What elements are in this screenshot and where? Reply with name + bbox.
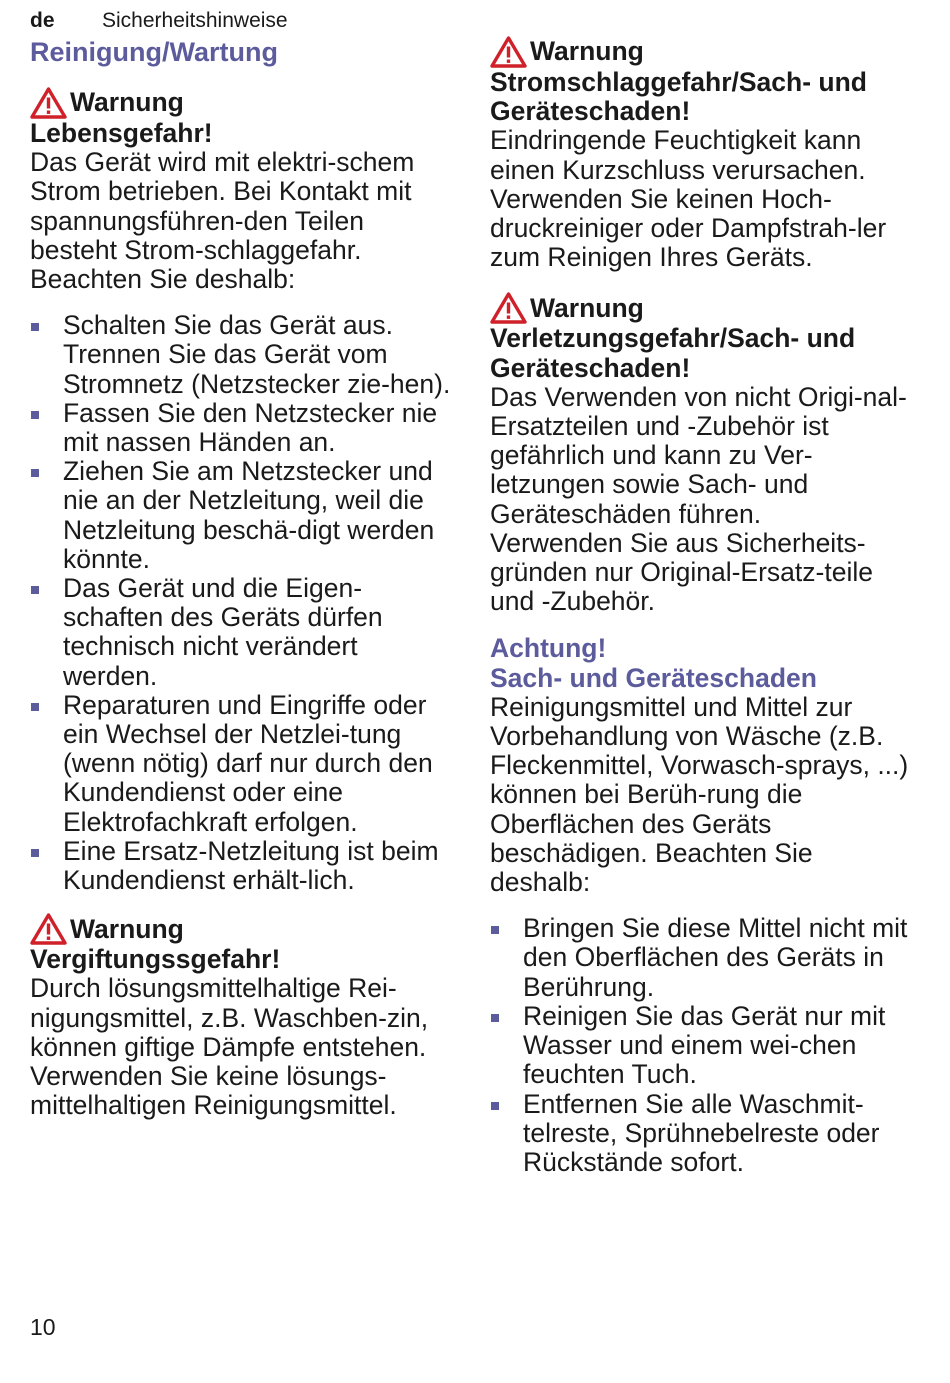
warning-label: Warnung xyxy=(70,87,184,118)
caution-title: Sach- und Geräteschaden xyxy=(490,662,817,693)
section-title: Reinigung/Wartung xyxy=(30,37,278,67)
warning-text: Eindringende Feuchtigkeit kann einen Kurzschluss verursachen. Verwenden Sie keinen Hoch-druckreiniger oder Dampfstrah-ler zum Reinigen Ihres Geräts. xyxy=(490,125,887,273)
caution-text: Reinigungsmittel und Mittel zur Vorbehandlung von Wäsche (z.B. Fleckenmittel, Vorwasch-sprays, ...) können bei Berüh-rung die Oberflächen des Geräts beschädigen. Beachten Sie deshalb: xyxy=(490,691,909,898)
page-number: 10 xyxy=(30,1314,56,1340)
warning-text: Durch lösungsmittelhaltige Rei-nigungsmittel, z.B. Waschben-zin, können giftige Dämpfe entstehen. xyxy=(30,973,429,1062)
warning-injury xyxy=(490,292,920,616)
warning-triangle-icon xyxy=(490,36,527,68)
bullet-list xyxy=(30,311,455,895)
right-column xyxy=(490,36,920,1177)
warning-text: Das Verwenden von nicht Origi-nal-Ersatzteilen und -Zubehör ist gefährlich und kann zu Ver-letzungen sowie Sach- und Geräteschäden führen. xyxy=(490,381,907,529)
warning-label: Warnung xyxy=(530,36,644,67)
warning-electric xyxy=(30,87,455,895)
list-item: Ziehen Sie am Netzstecker und nie an der Netzleitung, weil die Netzleitung beschä-digt werden könnte. xyxy=(30,457,455,574)
warning-poison xyxy=(30,913,455,1120)
left-column xyxy=(30,36,455,1121)
list-item: Das Gerät und die Eigen-schaften des Geräts dürfen technisch nicht verändert werden. xyxy=(30,574,455,691)
warning-heading xyxy=(30,87,455,119)
warning-heading xyxy=(490,36,920,68)
warning-text: Das Gerät wird mit elektri-schem Strom betrieben. Bei Kontakt mit spannungsführen-den Teilen besteht Strom-schlaggefahr. Beachten Sie deshalb: xyxy=(30,147,415,295)
warning-shock xyxy=(490,36,920,272)
warning-label: Warnung xyxy=(530,292,644,323)
warning-title: Lebensgefahr! xyxy=(30,118,213,148)
caution-label: Achtung! xyxy=(490,633,607,664)
warning-title: Verletzungsgefahr/Sach- und Geräteschaden! xyxy=(490,323,856,383)
list-item: Schalten Sie das Gerät aus. Trennen Sie das Gerät vom Stromnetz (Netzstecker zie-hen). xyxy=(30,311,455,399)
warning-label: Warnung xyxy=(70,913,184,944)
list-item: Fassen Sie den Netzstecker nie mit nassen Händen an. xyxy=(30,399,455,457)
warning-triangle-icon xyxy=(30,913,67,945)
warning-text: Verwenden Sie aus Sicherheits-gründen nur Original-Ersatz-teile und -Zubehör. xyxy=(490,527,873,617)
header-section: Sicherheitshinweise xyxy=(102,9,288,32)
warning-title: Vergiftungssgefahr! xyxy=(30,944,281,975)
list-item: Bringen Sie diese Mittel nicht mit den Oberflächen des Geräts in Berührung. xyxy=(490,914,920,1002)
list-item: Eine Ersatz-Netzleitung ist beim Kundendienst erhält-lich. xyxy=(30,837,455,895)
language-code: de xyxy=(30,9,55,32)
list-item: Reparaturen und Eingriffe oder ein Wechsel der Netzlei-tung (wenn nötig) darf nur durch den Kundendienst oder eine Elektrofachkraft erfolgen. xyxy=(30,691,455,837)
warning-title: Stromschlaggefahr/Sach- und Geräteschaden! xyxy=(490,67,867,127)
bullet-list xyxy=(490,914,920,1177)
list-item: Entfernen Sie alle Waschmit-telreste, Sprühnebelreste oder Rückstände sofort. xyxy=(490,1090,920,1178)
warning-text: Verwenden Sie keine lösungs-mittelhaltigen Reinigungsmittel. xyxy=(30,1061,397,1121)
caution-block xyxy=(490,634,920,1177)
warning-triangle-icon xyxy=(30,87,67,119)
page-header xyxy=(30,9,288,33)
list-item: Reinigen Sie das Gerät nur mit Wasser und einem wei-chen feuchten Tuch. xyxy=(490,1002,920,1090)
warning-heading xyxy=(30,913,455,945)
warning-heading xyxy=(490,292,920,324)
warning-triangle-icon xyxy=(490,292,527,324)
